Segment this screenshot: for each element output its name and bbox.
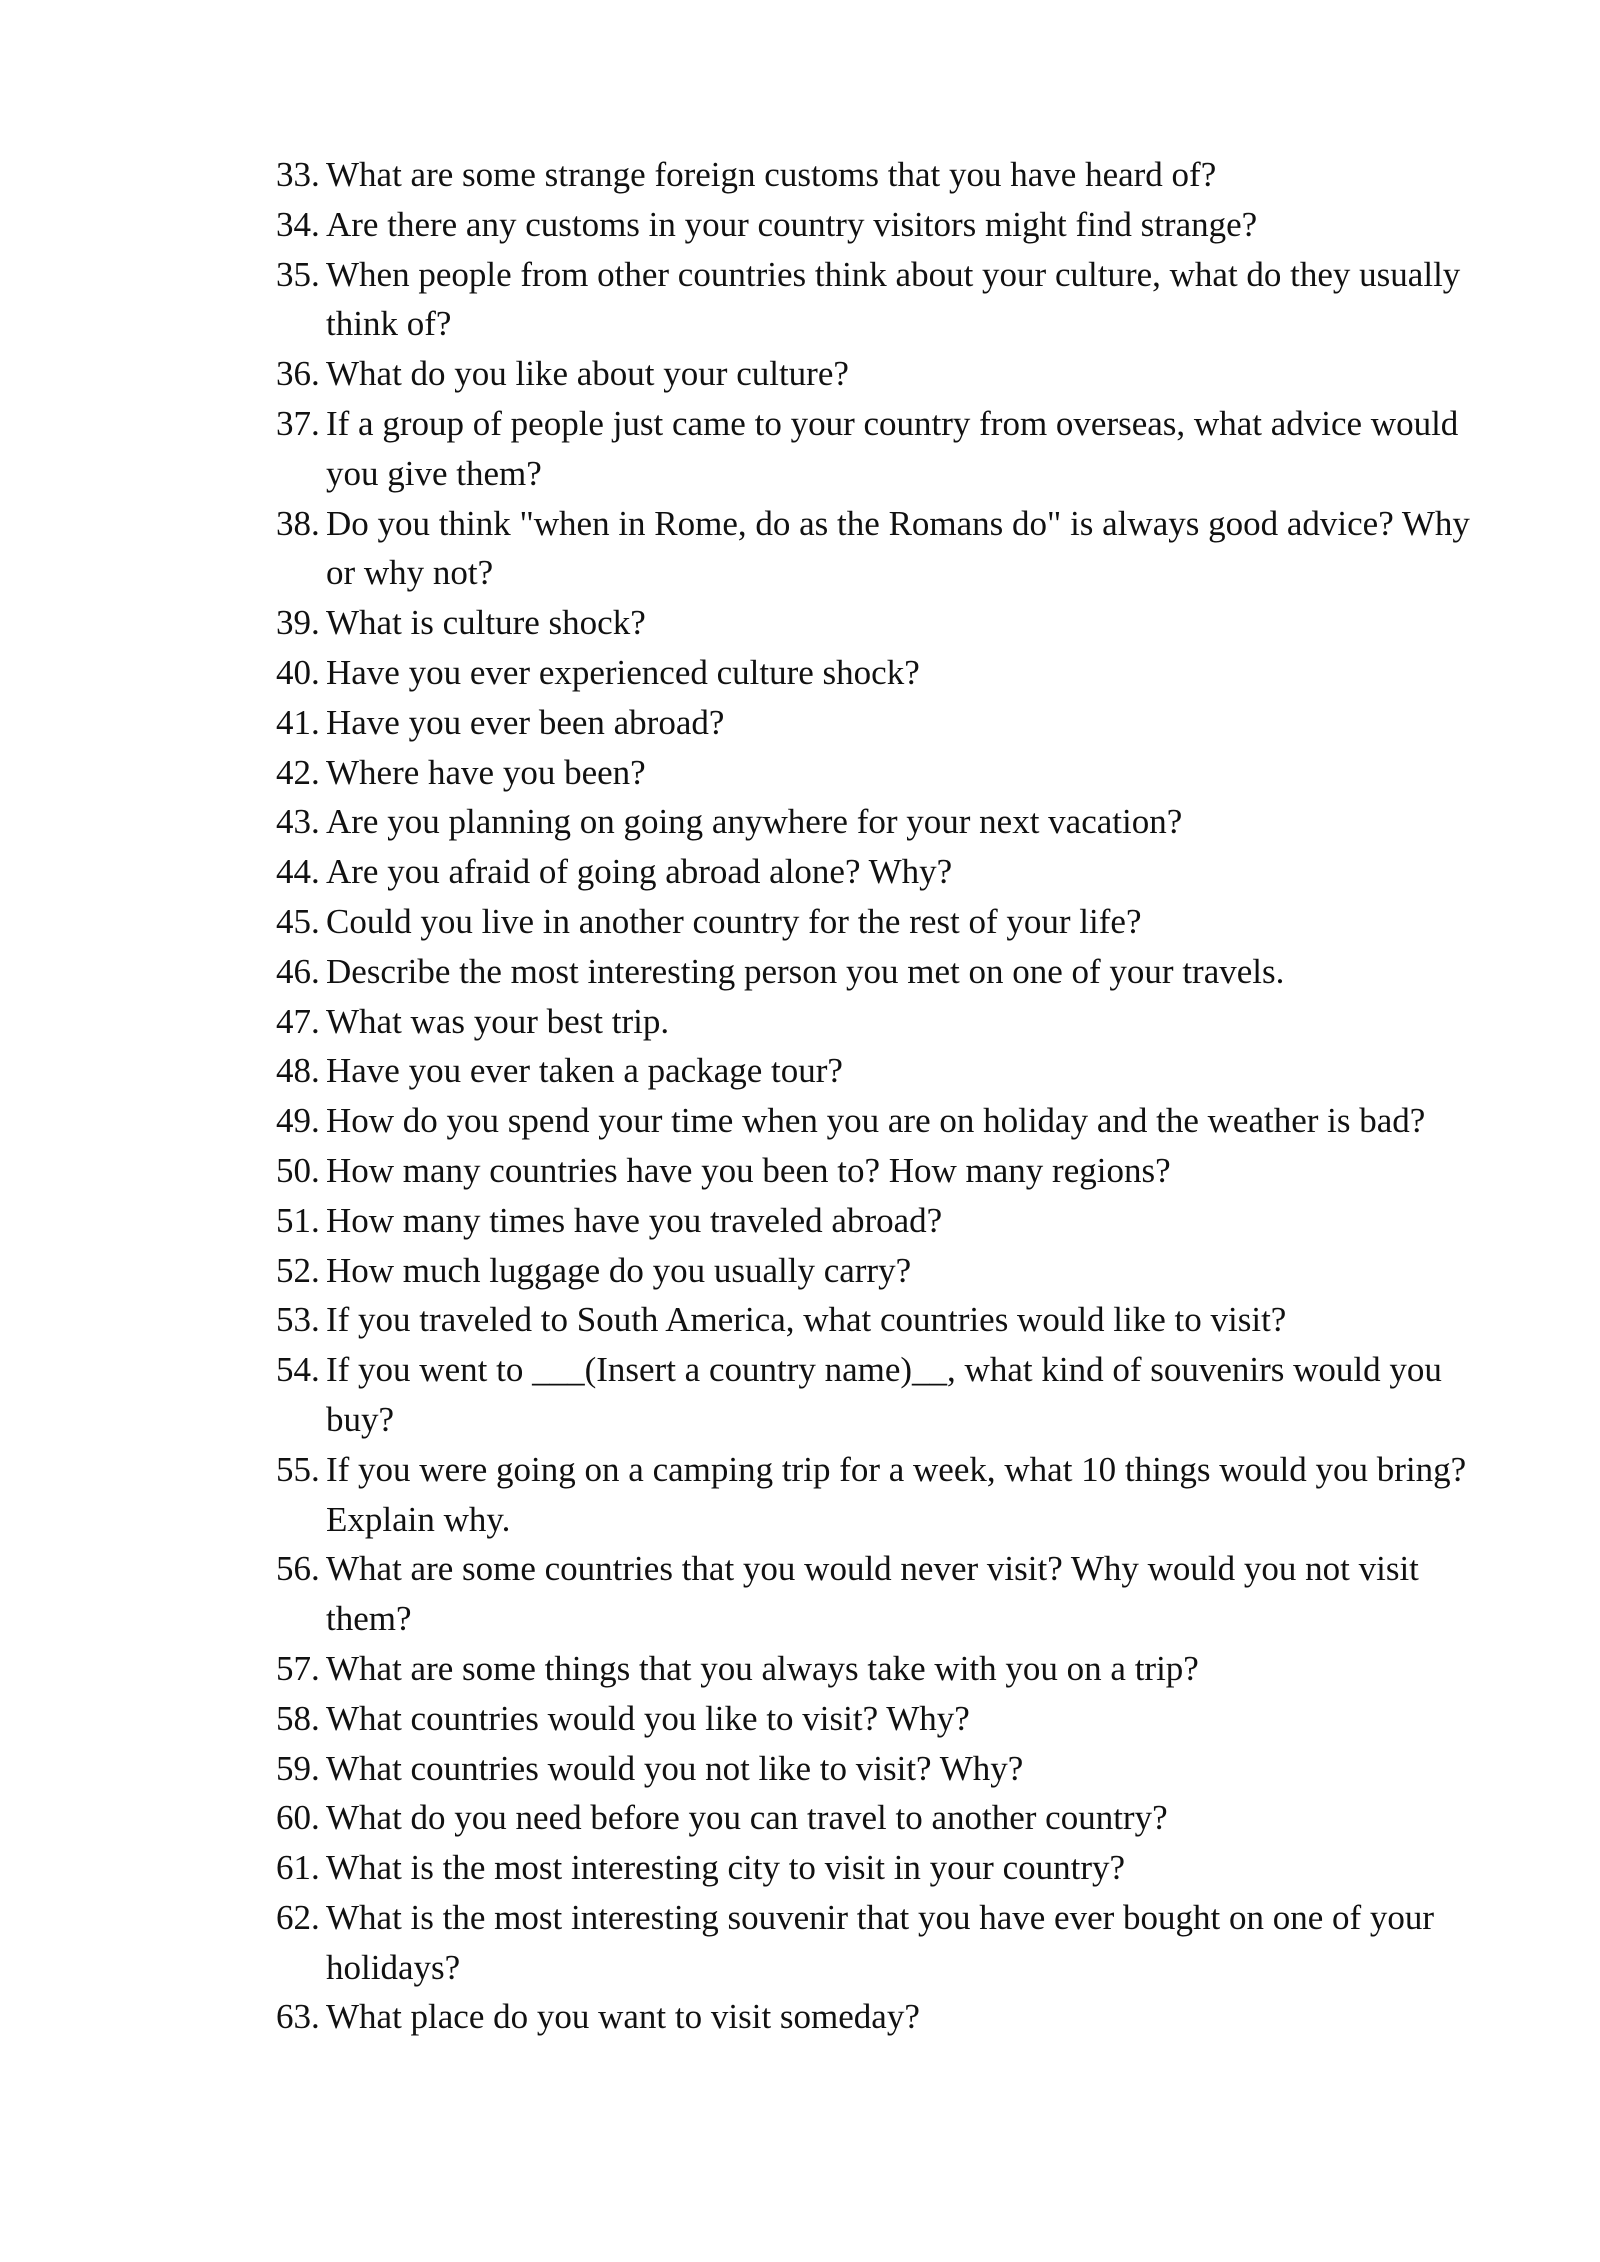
question-number: 39. <box>276 603 320 643</box>
question-number: 49. <box>276 1101 320 1141</box>
question-item-43 <box>276 797 1486 847</box>
question-number: 38. <box>276 503 320 543</box>
question-number: 47. <box>276 1001 320 1041</box>
question-number: 53. <box>276 1300 320 1340</box>
question-text: What are some strange foreign customs that you have heard of? <box>326 155 1217 194</box>
question-item-59 <box>276 1744 1486 1794</box>
question-item-52 <box>276 1246 1486 1296</box>
question-number: 50. <box>276 1150 320 1190</box>
question-item-63 <box>276 1992 1486 2042</box>
question-item-54 <box>276 1345 1486 1445</box>
question-text: If you went to ___(Insert a country name)__, what kind of souvenirs would you buy? <box>326 1350 1442 1439</box>
question-item-55 <box>276 1445 1486 1545</box>
question-text: Are you afraid of going abroad alone? Why? <box>326 852 953 892</box>
question-text: How do you spend your time when you are on holiday and the weather is bad? <box>326 1101 1426 1141</box>
question-number: 37. <box>276 403 320 443</box>
question-text: Could you live in another country for the rest of your life? <box>326 901 1142 941</box>
question-text: If you were going on a camping trip for a week, what 10 things would you bring? Explain why. <box>326 1449 1467 1539</box>
question-item-58 <box>276 1694 1486 1744</box>
question-text: Are there any customs in your country visitors might find strange? <box>326 204 1258 244</box>
question-number: 33. <box>276 155 320 194</box>
question-text: If a group of people just came to your country from overseas, what advice would you give them? <box>326 403 1459 493</box>
question-number: 52. <box>276 1250 320 1290</box>
question-item-44 <box>276 847 1486 897</box>
question-item-40 <box>276 648 1486 698</box>
question-number: 41. <box>276 702 320 742</box>
question-number: 44. <box>276 852 320 892</box>
question-text: What is culture shock? <box>326 603 646 643</box>
question-text: What place do you want to visit someday? <box>326 1997 920 2037</box>
question-number: 46. <box>276 951 320 991</box>
question-item-57 <box>276 1644 1486 1694</box>
question-text: If you traveled to South America, what countries would like to visit? <box>326 1300 1287 1340</box>
question-item-35 <box>276 250 1486 350</box>
question-text: What do you need before you can travel to another country? <box>326 1798 1168 1838</box>
question-text: How much luggage do you usually carry? <box>326 1250 912 1290</box>
question-number: 55. <box>276 1449 320 1489</box>
question-item-61 <box>276 1843 1486 1893</box>
question-item-47 <box>276 997 1486 1047</box>
question-item-48 <box>276 1046 1486 1096</box>
question-number: 34. <box>276 204 320 244</box>
question-text: What do you like about your culture? <box>326 354 849 394</box>
question-item-41 <box>276 698 1486 748</box>
question-number: 54. <box>276 1350 320 1390</box>
question-number: 43. <box>276 802 320 842</box>
question-number: 42. <box>276 752 320 792</box>
question-list <box>276 150 1486 2042</box>
question-item-62 <box>276 1893 1486 1993</box>
question-text: Have you ever taken a package tour? <box>326 1051 843 1091</box>
question-text: When people from other countries think about your culture, what do they usually think of? <box>326 254 1461 344</box>
question-number: 62. <box>276 1897 320 1937</box>
question-text: Have you ever been abroad? <box>326 702 725 742</box>
question-text: How many times have you traveled abroad? <box>326 1200 943 1240</box>
question-item-42 <box>276 748 1486 798</box>
question-number: 56. <box>276 1549 320 1589</box>
question-item-50 <box>276 1146 1486 1196</box>
question-item-39 <box>276 598 1486 648</box>
question-item-45 <box>276 897 1486 947</box>
question-number: 60. <box>276 1798 320 1838</box>
question-text: Do you think "when in Rome, do as the Romans do" is always good advice? Why or why not? <box>326 503 1470 593</box>
question-item-56 <box>276 1544 1486 1644</box>
question-number: 36. <box>276 354 320 394</box>
question-text: Where have you been? <box>326 752 646 792</box>
question-item-34 <box>276 200 1486 250</box>
question-text: Have you ever experienced culture shock? <box>326 652 920 692</box>
question-number: 35. <box>276 254 320 294</box>
question-number: 59. <box>276 1748 320 1788</box>
question-text: What was your best trip. <box>326 1001 670 1041</box>
question-number: 51. <box>276 1200 320 1240</box>
question-number: 48. <box>276 1051 320 1091</box>
question-item-49 <box>276 1096 1486 1146</box>
question-number: 61. <box>276 1848 320 1888</box>
question-text: How many countries have you been to? How many regions? <box>326 1150 1171 1190</box>
question-number: 58. <box>276 1698 320 1738</box>
question-text: Are you planning on going anywhere for your next vacation? <box>326 802 1183 842</box>
question-text: What countries would you not like to visit? Why? <box>326 1748 1024 1788</box>
question-text: What are some things that you always take with you on a trip? <box>326 1648 1199 1688</box>
question-item-51 <box>276 1196 1486 1246</box>
question-text: What is the most interesting city to visit in your country? <box>326 1848 1126 1888</box>
question-number: 63. <box>276 1997 320 2037</box>
question-item-36 <box>276 349 1486 399</box>
question-number: 57. <box>276 1648 320 1688</box>
question-number: 40. <box>276 652 320 692</box>
question-text: Describe the most interesting person you met on one of your travels. <box>326 951 1285 991</box>
question-text: What is the most interesting souvenir that you have ever bought on one of your holidays? <box>326 1897 1435 1987</box>
question-item-38 <box>276 499 1486 599</box>
question-text: What countries would you like to visit? Why? <box>326 1698 970 1738</box>
question-item-60 <box>276 1793 1486 1843</box>
question-item-37 <box>276 399 1486 499</box>
question-text: What are some countries that you would never visit? Why would you not visit them? <box>326 1549 1419 1639</box>
question-item-46 <box>276 947 1486 997</box>
question-item-53 <box>276 1295 1486 1345</box>
question-item-33 <box>276 150 1486 200</box>
question-number: 45. <box>276 901 320 941</box>
